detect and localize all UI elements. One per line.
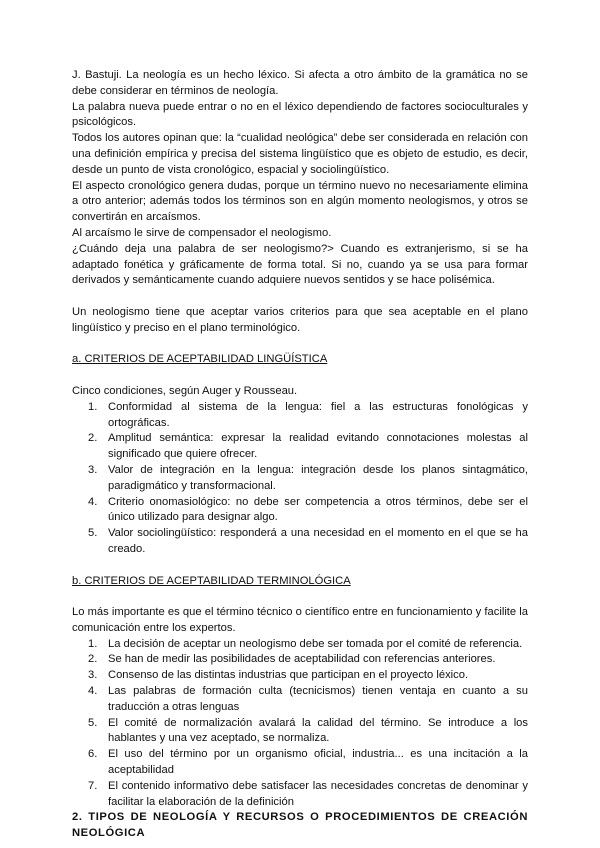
list-item-text: Las palabras de formación culta (tecnicismos) tienen ventaja en cuanto a su traducción a otras lenguas <box>108 685 528 713</box>
list-item <box>72 637 528 653</box>
section-a-heading: a. CRITERIOS DE ACEPTABILIDAD LINGÜÍSTICA <box>72 353 328 366</box>
list-item-text: Amplitud semántica: expresar la realidad evitando connotaciones molestas al significado que quiere ofrecer. <box>108 432 528 461</box>
list-item-text: El comité de normalización avalará la calidad del término. Se introduce a los hablantes y una vez aceptado, se normaliza. <box>108 716 528 745</box>
section-2-title: 2. TIPOS DE NEOLOGÍA Y RECURSOS O PROCEDIMIENTOS DE CREACIÓN NEOLÓGICA <box>72 811 528 840</box>
list-item-number: 5. <box>88 527 98 540</box>
spacer <box>72 589 528 605</box>
section-a-list <box>72 400 528 558</box>
intro-paragraph-3: Todos los autores opinan que: la “cualidad neológica” debe ser considerada en relación con una definición empírica y precisa del sistema lingüístico que es objeto de estudio, es decir, desde un punto de vista cronológico, espacial y sociolingüístico. <box>72 132 528 176</box>
document-page <box>72 68 528 842</box>
intro-paragraph-1: J. Bastuji. La neología es un hecho léxico. Si afecta a otro ámbito de la gramática no se debe considerar en términos de neología. <box>72 69 528 97</box>
section-a-lead: Cinco condiciones, según Auger y Rousseau. <box>72 384 298 397</box>
list-item-number: 4. <box>88 685 98 698</box>
list-item-number: 1. <box>88 637 98 650</box>
spacer <box>72 337 528 353</box>
list-item <box>72 716 528 748</box>
list-item <box>72 747 528 779</box>
list-item-text: El uso del término por un organismo oficial, industria... es una incitación a la aceptabilidad <box>108 748 528 777</box>
list-item <box>72 779 528 811</box>
list-item-text: Consenso de las distintas industrias que participan en el proyecto léxico. <box>108 669 469 682</box>
list-item <box>72 495 528 527</box>
list-item-text: Conformidad al sistema de la lengua: fiel a las estructuras fonológicas y ortográficas. <box>108 400 528 429</box>
list-item-text: Valor sociolingüístico: responderá a una necesidad en el momento en el que se ha creado. <box>108 527 528 555</box>
list-item-number: 4. <box>88 495 98 508</box>
list-item <box>72 400 528 432</box>
list-item-text: Valor de integración en la lengua: integración desde los planos sintagmático, paradigmático y transformacional. <box>108 463 528 492</box>
list-item <box>72 463 528 495</box>
intro-paragraph-5: Al arcaísmo le sirve de compensador el neologismo. <box>72 226 332 239</box>
intro-paragraph-4: El aspecto cronológico genera dudas, porque un término nuevo no necesariamente elimina a otro anterior; además todos los términos son en algún momento neologismos, y otros se convertirán en arcaísmos. <box>72 179 528 224</box>
list-item <box>72 684 528 716</box>
list-item-number: 3. <box>88 463 98 476</box>
intro-paragraph-6: ¿Cuándo deja una palabra de ser neologismo?> Cuando es extranjerismo, si se ha adaptado fonética y gráficamente de forma total. Si no, cuando ya se usa para formar derivados y semánticamente cuando adquiere nuevos sentidos y se hace polisémica. <box>72 242 528 287</box>
list-item <box>72 652 528 668</box>
list-item-number: 6. <box>88 748 98 761</box>
list-item-number: 2. <box>88 653 98 666</box>
list-item-text: Se han de medir las posibilidades de aceptabilidad con referencias anteriores. <box>108 653 496 666</box>
intro-paragraph-2: La palabra nueva puede entrar o no en el léxico dependiendo de factores socioculturales y psicológicos. <box>72 100 528 129</box>
section-b-list <box>72 637 528 811</box>
list-item-number: 5. <box>88 716 98 729</box>
section-b-lead: Lo más importante es que el término técnico o científico entre en funcionamiento y facilite la comunicación entre los expertos. <box>72 606 528 634</box>
summary-paragraph: Un neologismo tiene que aceptar varios criterios para que sea aceptable en el plano lingüístico y preciso en el plano terminológico. <box>72 305 528 334</box>
list-item-number: 1. <box>88 400 98 413</box>
list-item-number: 2. <box>88 432 98 445</box>
spacer <box>72 289 528 305</box>
list-item-text: El contenido informativo debe satisfacer las necesidades concretas de denominar y facilitar la elaboración de la definición <box>108 779 528 808</box>
list-item <box>72 668 528 684</box>
list-item-number: 7. <box>88 779 98 792</box>
spacer <box>72 558 528 574</box>
spacer <box>72 368 528 384</box>
list-item <box>72 526 528 558</box>
section-b-heading: b. CRITERIOS DE ACEPTABILIDAD TERMINOLÓGICA <box>72 574 351 587</box>
list-item <box>72 431 528 463</box>
list-item-number: 3. <box>88 669 98 682</box>
list-item-text: La decisión de aceptar un neologismo debe ser tomada por el comité de referencia. <box>108 637 523 650</box>
list-item-text: Criterio onomasiológico: no debe ser competencia a otros términos, debe ser el único utilizado para designar algo. <box>108 495 528 524</box>
